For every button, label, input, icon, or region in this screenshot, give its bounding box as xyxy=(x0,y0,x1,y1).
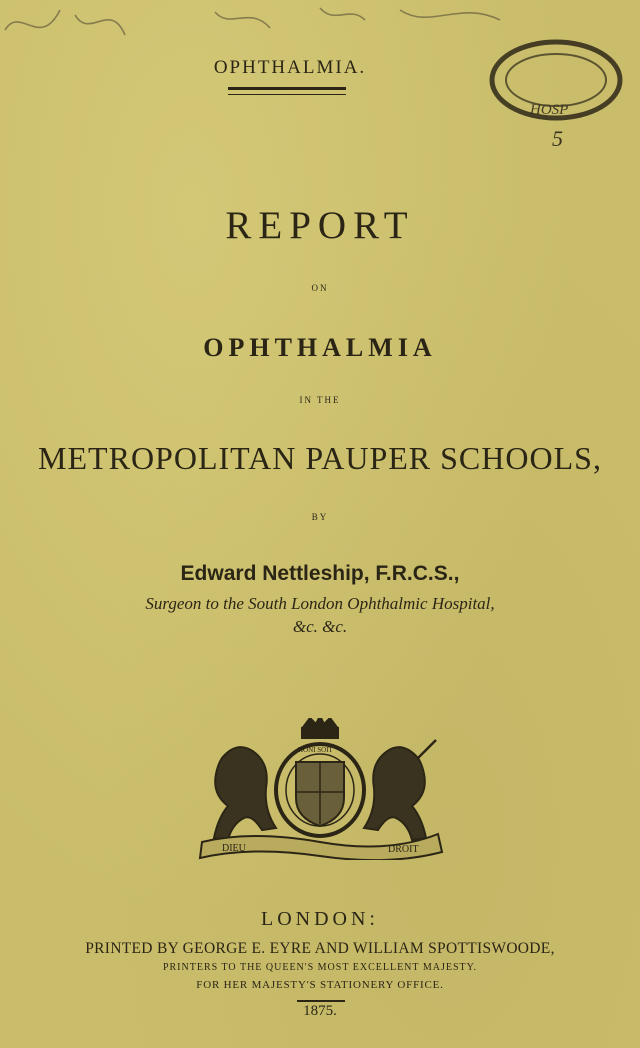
by-word: BY xyxy=(311,512,329,522)
report-title: REPORT xyxy=(225,204,415,247)
imprint-office: FOR HER MAJESTY'S STATIONERY OFFICE. xyxy=(196,979,444,991)
in-the-word: IN THE xyxy=(299,395,341,405)
garter-motto: HONI SOIT xyxy=(298,746,333,754)
imprint-city: LONDON: xyxy=(261,908,379,930)
motto-left: DIEU xyxy=(222,843,246,854)
imprint-printer-role: PRINTERS TO THE QUEEN'S MOST EXCELLENT MAJESTY. xyxy=(162,962,478,973)
year-rule xyxy=(297,1000,345,1002)
imprint-year: 1875. xyxy=(303,1003,337,1019)
author-role: Surgeon to the South London Ophthalmic Hospital, xyxy=(145,594,495,613)
imprint-printer: PRINTED BY GEORGE E. EYRE AND WILLIAM SPOTTISWOODE, xyxy=(85,940,555,957)
author-etc: &c. &c. xyxy=(292,617,348,636)
royal-coat-of-arms xyxy=(192,718,448,860)
library-stamp xyxy=(478,38,628,128)
on-word: ON xyxy=(311,283,329,293)
institution-title: METROPOLITAN PAUPER SCHOOLS, xyxy=(38,440,602,476)
folio-mark: 5 xyxy=(552,126,563,151)
svg-text:HOSP: HOSP xyxy=(530,102,569,118)
author-name: Edward Nettleship, F.R.C.S., xyxy=(180,562,460,585)
subject-title: OPHTHALMIA xyxy=(203,333,437,362)
running-title: OPHTHALMIA. xyxy=(213,57,367,78)
motto-right: DROIT xyxy=(388,844,419,855)
header-rule xyxy=(228,87,346,95)
